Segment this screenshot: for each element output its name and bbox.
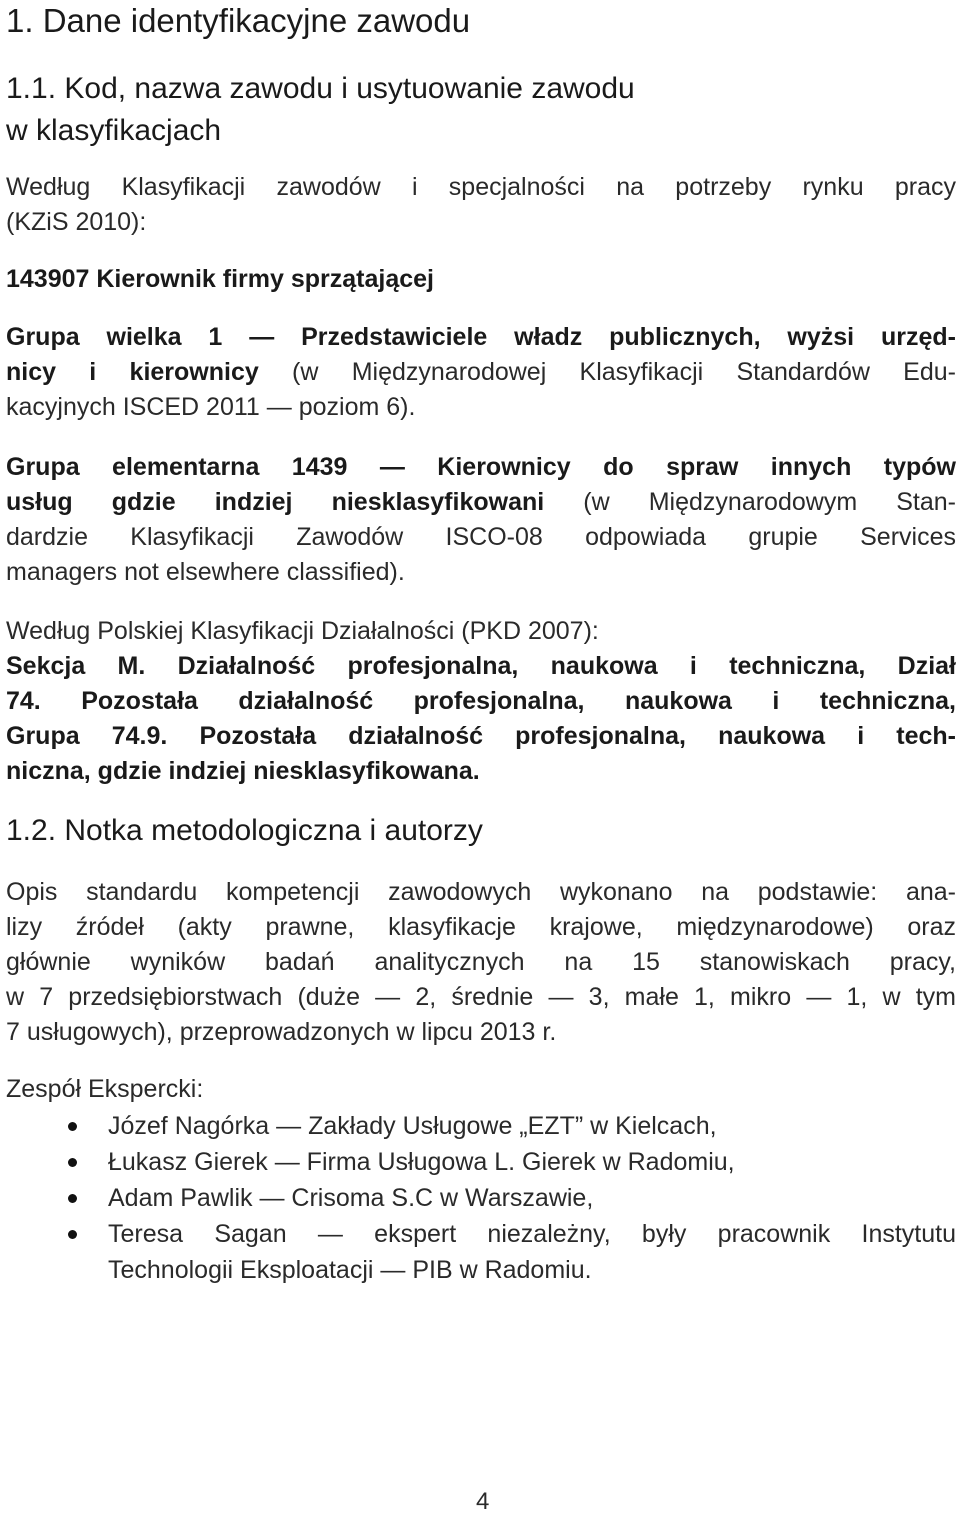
major-group-paragraph bbox=[6, 320, 956, 425]
list-item bbox=[6, 1216, 956, 1288]
text-line bbox=[6, 355, 956, 390]
text-line: Według Klasyfikacji zawodów i specjalności na potrzeby rynku pracy bbox=[6, 173, 956, 201]
subsection-heading-1-1 bbox=[6, 68, 635, 152]
text-line: Opis standardu kompetencji zawodowych wykonano na podstawie: ana- bbox=[6, 878, 956, 906]
text-line: lizy źródeł (akty prawne, klasyfikacje krajowe, międzynarodowe) oraz bbox=[6, 913, 956, 941]
bullet-icon bbox=[68, 1230, 77, 1239]
page-number: 4 bbox=[476, 1488, 490, 1515]
expert-team-label bbox=[6, 1072, 956, 1107]
text-span: (w Międzynarodowym Stan- bbox=[544, 488, 956, 516]
list-item-text: Technologii Eksploatacji — PIB w Radomiu. bbox=[108, 1256, 592, 1284]
text-line: Grupa wielka 1 — Przedstawiciele władz publicznych, wyżsi urzęd- bbox=[6, 323, 956, 351]
list-item bbox=[6, 1180, 956, 1216]
text-line: w 7 przedsiębiorstwach (duże — 2, średnie — 3, małe 1, mikro — 1, w tym bbox=[6, 983, 956, 1011]
text-line bbox=[6, 485, 956, 520]
subsection-heading-1-2: 1.2. Notka metodologiczna i autorzy bbox=[6, 814, 483, 847]
bullet-icon bbox=[68, 1158, 77, 1167]
text-line: Grupa elementarna 1439 — Kierownicy do spraw innych typów bbox=[6, 453, 956, 481]
expert-list bbox=[6, 1108, 956, 1288]
pkd-paragraph bbox=[6, 614, 956, 789]
section-heading: 1. Dane identyfikacyjne zawodu bbox=[6, 2, 471, 39]
kzis-intro bbox=[6, 170, 956, 240]
text-line: Według Polskiej Klasyfikacji Działalności (PKD 2007): bbox=[6, 617, 599, 645]
text-line: 7 usługowych), przeprowadzonych w lipcu 2013 r. bbox=[6, 1018, 557, 1046]
bullet-icon bbox=[68, 1122, 77, 1131]
subsection-heading-line: 1.1. Kod, nazwa zawodu i usytuowanie zawodu bbox=[6, 72, 635, 105]
list-item bbox=[6, 1144, 956, 1180]
occupation-code-name bbox=[6, 262, 956, 297]
list-item-text: Łukasz Gierek — Firma Usługowa L. Gierek w Radomiu, bbox=[108, 1148, 735, 1176]
bold-text: nicy i kierownicy bbox=[6, 358, 259, 386]
text-line: (KZiS 2010): bbox=[6, 208, 147, 236]
subsection-heading-line: w klasyfikacjach bbox=[6, 114, 222, 147]
text-line: 143907 Kierownik firmy sprzątającej bbox=[6, 265, 435, 293]
bold-text: usług gdzie indziej niesklasyfikowani bbox=[6, 488, 545, 516]
text-span: (w Międzynarodowej Klasyfikacji Standardów Edu- bbox=[258, 358, 956, 386]
list-item bbox=[6, 1108, 956, 1144]
text-line: dardzie Klasyfikacji Zawodów ISCO-08 odpowiada grupie Services bbox=[6, 523, 956, 551]
text-line: niczna, gdzie indziej niesklasyfikowana. bbox=[6, 757, 480, 785]
text-line: głównie wyników badań analitycznych na 15 stanowiskach pracy, bbox=[6, 948, 956, 976]
text-line: Zespół Ekspercki: bbox=[6, 1075, 204, 1103]
text-line: managers not elsewhere classified). bbox=[6, 558, 405, 586]
text-line: Sekcja M. Działalność profesjonalna, naukowa i techniczna, Dział bbox=[6, 652, 956, 680]
list-item-text: Adam Pawlik — Crisoma S.C w Warszawie, bbox=[108, 1184, 594, 1212]
list-item-text: Józef Nagórka — Zakłady Usługowe „EZT” w Kielcach, bbox=[108, 1112, 717, 1140]
methodology-paragraph bbox=[6, 875, 956, 1050]
list-item-text: Teresa Sagan — ekspert niezależny, były pracownik Instytutu bbox=[108, 1220, 956, 1248]
text-line: Grupa 74.9. Pozostała działalność profesjonalna, naukowa i tech- bbox=[6, 722, 956, 750]
bullet-icon bbox=[68, 1194, 77, 1203]
text-line: kacyjnych ISCED 2011 — poziom 6). bbox=[6, 393, 416, 421]
unit-group-paragraph bbox=[6, 450, 956, 590]
text-line: 74. Pozostała działalność profesjonalna, naukowa i techniczna, bbox=[6, 687, 956, 715]
